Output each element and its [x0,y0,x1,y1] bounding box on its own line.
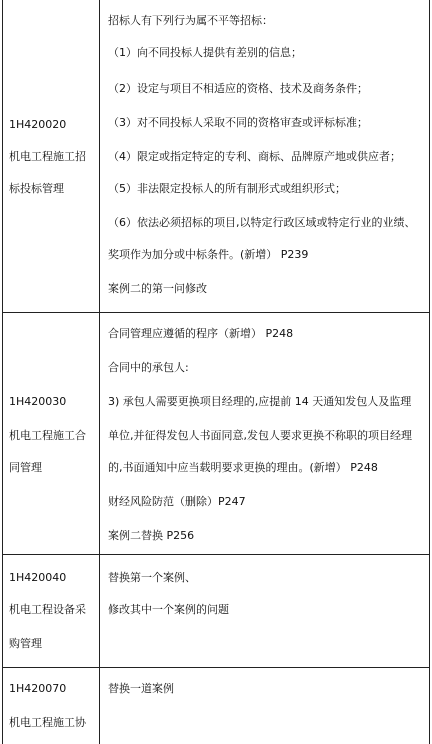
table-row [2,667,430,744]
content-line: （5）非法限定投标人的所有制形式或组织形式； [108,182,346,195]
content-line: 合同中的承包人: [108,361,189,374]
topic-cell [2,555,100,667]
table-row [2,312,430,554]
topic-name-line: 同管理 [9,461,42,474]
content-line: （4）限定或指定特定的专利、商标、品牌原产地或供应者； [108,150,401,163]
content-line: 的,书面通知中应当载明要求更换的理由。(新增） P248 [108,461,378,474]
content-cell [100,555,430,667]
content-line: 财经风险防范（删除）P247 [108,495,246,508]
content-line: 招标人有下列行为属不平等招标： [108,14,273,27]
content-line: 替换一道案例 [108,682,174,695]
content-cell [100,313,430,554]
content-cell [100,668,430,744]
topic-code: 1H420070 [9,682,67,695]
topic-name-line: 购管理 [9,637,42,650]
content-line: （1）向不同投标人提供有差别的信息； [108,46,302,59]
content-line: 案例二替换 P256 [108,529,195,542]
topic-code: 1H420040 [9,571,67,584]
topic-name-line: 标投标管理 [9,182,64,195]
regulation-change-table [2,0,430,744]
topic-name-line: 机电工程设备采 [9,603,86,616]
topic-code: 1H420020 [9,118,67,131]
table-row [2,0,430,312]
content-line: （3）对不同投标人采取不同的资格审查或评标标准； [108,116,368,129]
topic-name-line: 机电工程施工合 [9,429,86,442]
topic-cell [2,668,100,744]
content-line: 单位,并征得发包人书面同意,发包人要求更换不称职的项目经理 [108,429,412,442]
content-line: （2）设定与项目不相适应的资格、技术及商务条件； [108,82,368,95]
topic-name-line: 机电工程施工协 [9,716,86,729]
content-line: 替换第一个案例、 [108,571,196,584]
topic-code: 1H420030 [9,395,67,408]
content-line: 修改其中一个案例的问题 [108,603,229,616]
content-line: 案例二的第一问修改 [108,282,207,295]
topic-cell [2,0,100,312]
content-line: 3) 承包人需要更换项目经理的,应提前 14 天通知发包人及监理 [108,395,412,408]
table-row [2,554,430,667]
topic-cell [2,313,100,554]
content-line: 奖项作为加分或中标条件。(新增） P239 [108,248,309,261]
content-line: 合同管理应遵循的程序（新增） P248 [108,327,294,340]
topic-name-line: 机电工程施工招 [9,150,86,163]
content-line: （6）依法必须招标的项目,以特定行政区域或特定行业的业绩、 [108,216,416,229]
content-cell [100,0,430,312]
